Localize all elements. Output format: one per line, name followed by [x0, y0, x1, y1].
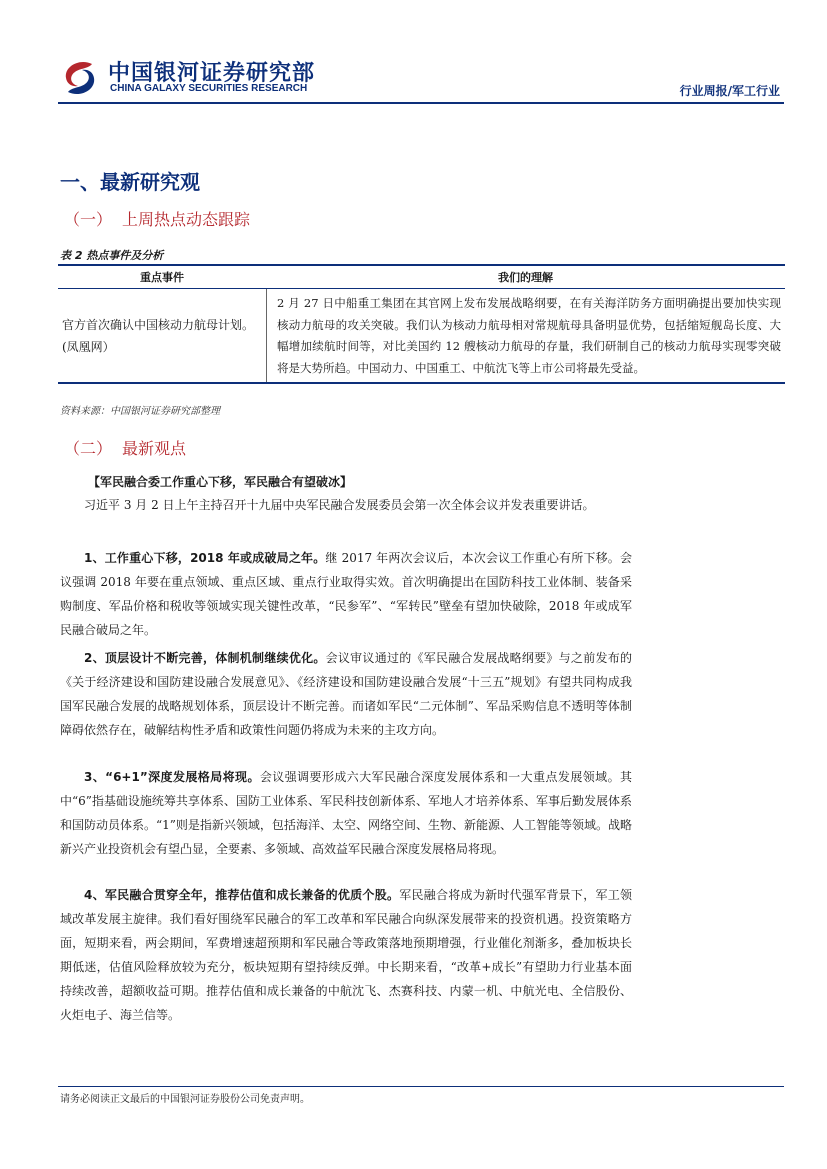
- logo-chinese-name: 中国银河证券研究部: [108, 61, 316, 86]
- point-paragraph: [60, 765, 632, 861]
- footer-divider: [58, 1086, 784, 1087]
- report-type-label: 行业周报/军工行业: [679, 84, 780, 98]
- table-caption: 表 2 热点事件及分析: [60, 249, 164, 262]
- point-text: 军民融合将成为新时代强军背景下，军工领域改革发展主旋律。我们看好围绕军民融合的军工改革和军民融合向纵深发展带来的投资机遇。投资策略方面，短期来看，两会期间，军费增速超预期和军民融合等政策落地预期增强，行业催化剂渐多，叠加板块长期低迷，估值风险释放较为充分，板块短期有望持续反弹。中长期来看，“改革+成长”有望助力行业基本面持续改善，超额收益可期。推荐估值和成长兼备的中航沈飞、杰赛科技、内蒙一机、中航光电、全信股份、火炬电子、海兰信等。: [60, 888, 632, 1022]
- subsection-heading-latest-views: [64, 436, 186, 459]
- point-text: 会议审议通过的《军民融合发展战略纲要》与之前发布的《关于经济建设和国防建设融合发展意见》、《经济建设和国防建设融合发展“十三五”规划》有望共同构成我国军民融合发展的战略规划体系，顶层设计不断完善。而诸如军民“二元体制”、军品采购信息不透明等体制障碍依然存在，破解结构性矛盾和政策性问题仍将成为未来的主攻方向。: [60, 651, 632, 737]
- point-paragraph: [60, 883, 632, 1027]
- point-lead: 3、“6+1”深度发展格局将现。: [84, 770, 260, 784]
- subsection-title: 上周热点动态跟踪: [122, 210, 251, 229]
- subsection-number: （二）: [64, 439, 113, 458]
- point-lead: 2、顶层设计不断完善，体制机制继续优化。: [84, 651, 326, 665]
- section-title: 一、最新研究观: [60, 170, 200, 194]
- article-point-1: [60, 546, 632, 642]
- column-header-analysis: 我们的理解: [498, 271, 553, 284]
- article-intro: [60, 493, 632, 517]
- article-title: 【军民融合委工作重心下移，军民融合有望破冰】: [88, 475, 353, 489]
- point-lead: 1、工作重心下移，2018 年或成破局之年。: [84, 551, 326, 565]
- event-cell: [58, 289, 267, 382]
- footer-disclaimer: 请务必阅读正文最后的中国银河证券股份公司免责声明。: [60, 1094, 310, 1105]
- article-point-2: [60, 646, 632, 742]
- subsection-title: 最新观点: [122, 439, 187, 458]
- point-lead: 4、军民融合贯穿全年，推荐估值和成长兼备的优质个股。: [84, 888, 400, 902]
- column-header-event: 重点事件: [140, 271, 184, 284]
- article-point-3: [60, 765, 632, 861]
- point-paragraph: [60, 546, 632, 642]
- hot-events-table: [58, 264, 785, 384]
- point-text: 继 2017 年两次会议后，本次会议工作重心有所下移。会议强调 2018 年要在重点领域、重点区域、重点行业取得实效。首次明确提出在国防科技工业体制、装备采购制度、军品价格和税收等领域实现关键性改革，“民参军”、“军转民”壁垒有望加快破除，2018 年或成军民融合破局之年。: [60, 551, 633, 637]
- header-divider: [58, 102, 784, 104]
- table-header-row: [58, 266, 785, 289]
- point-paragraph: [60, 646, 632, 742]
- table-row: [58, 289, 785, 384]
- page-header: [58, 50, 784, 106]
- subsection-number: （一）: [64, 210, 113, 229]
- logo-english-name: CHINA GALAXY SECURITIES RESEARCH: [110, 83, 308, 94]
- analysis-cell: 2 月 27 日中船重工集团在其官网上发布发展战略纲要，在有关海洋防务方面明确提出要加快实现核动力航母的攻关突破。我们认为核动力航母相对常规航母具备明显优势，包括缩短舰岛长度、大幅增加续航时间等，对比美国约 12 艘核动力航母的存量，我们研制自己的核动力航母实现零突破将是大势所趋。中国动力、中国重工、中航沈飞等上市公司将最先受益。: [277, 296, 781, 375]
- intro-paragraph: 习近平 3 月 2 日上午主持召开十九届中央军民融合发展委员会第一次全体会议并发表重要讲话。: [84, 498, 595, 512]
- article-point-4: [60, 883, 632, 1027]
- event-text: 官方首次确认中国核动力航母计划。(凤凰网）: [62, 317, 255, 354]
- table-source-note: 资料来源：中国银河证券研究部整理: [60, 406, 220, 417]
- subsection-heading-hot-events: [64, 207, 250, 230]
- point-text: 会议强调要形成六大军民融合深度发展体系和一大重点发展领域。其中“6”指基础设施统筹共享体系、国防工业体系、军民科技创新体系、军地人才培养体系、军事后勤发展体系和国防动员体系。“1”则是指新兴领域，包括海洋、太空、网络空间、生物、新能源、人工智能等领域。战略新兴产业投资机会有望凸显，全要素、多领域、高效益军民融合深度发展格局将现。: [60, 770, 632, 856]
- galaxy-logo-icon: [58, 56, 102, 100]
